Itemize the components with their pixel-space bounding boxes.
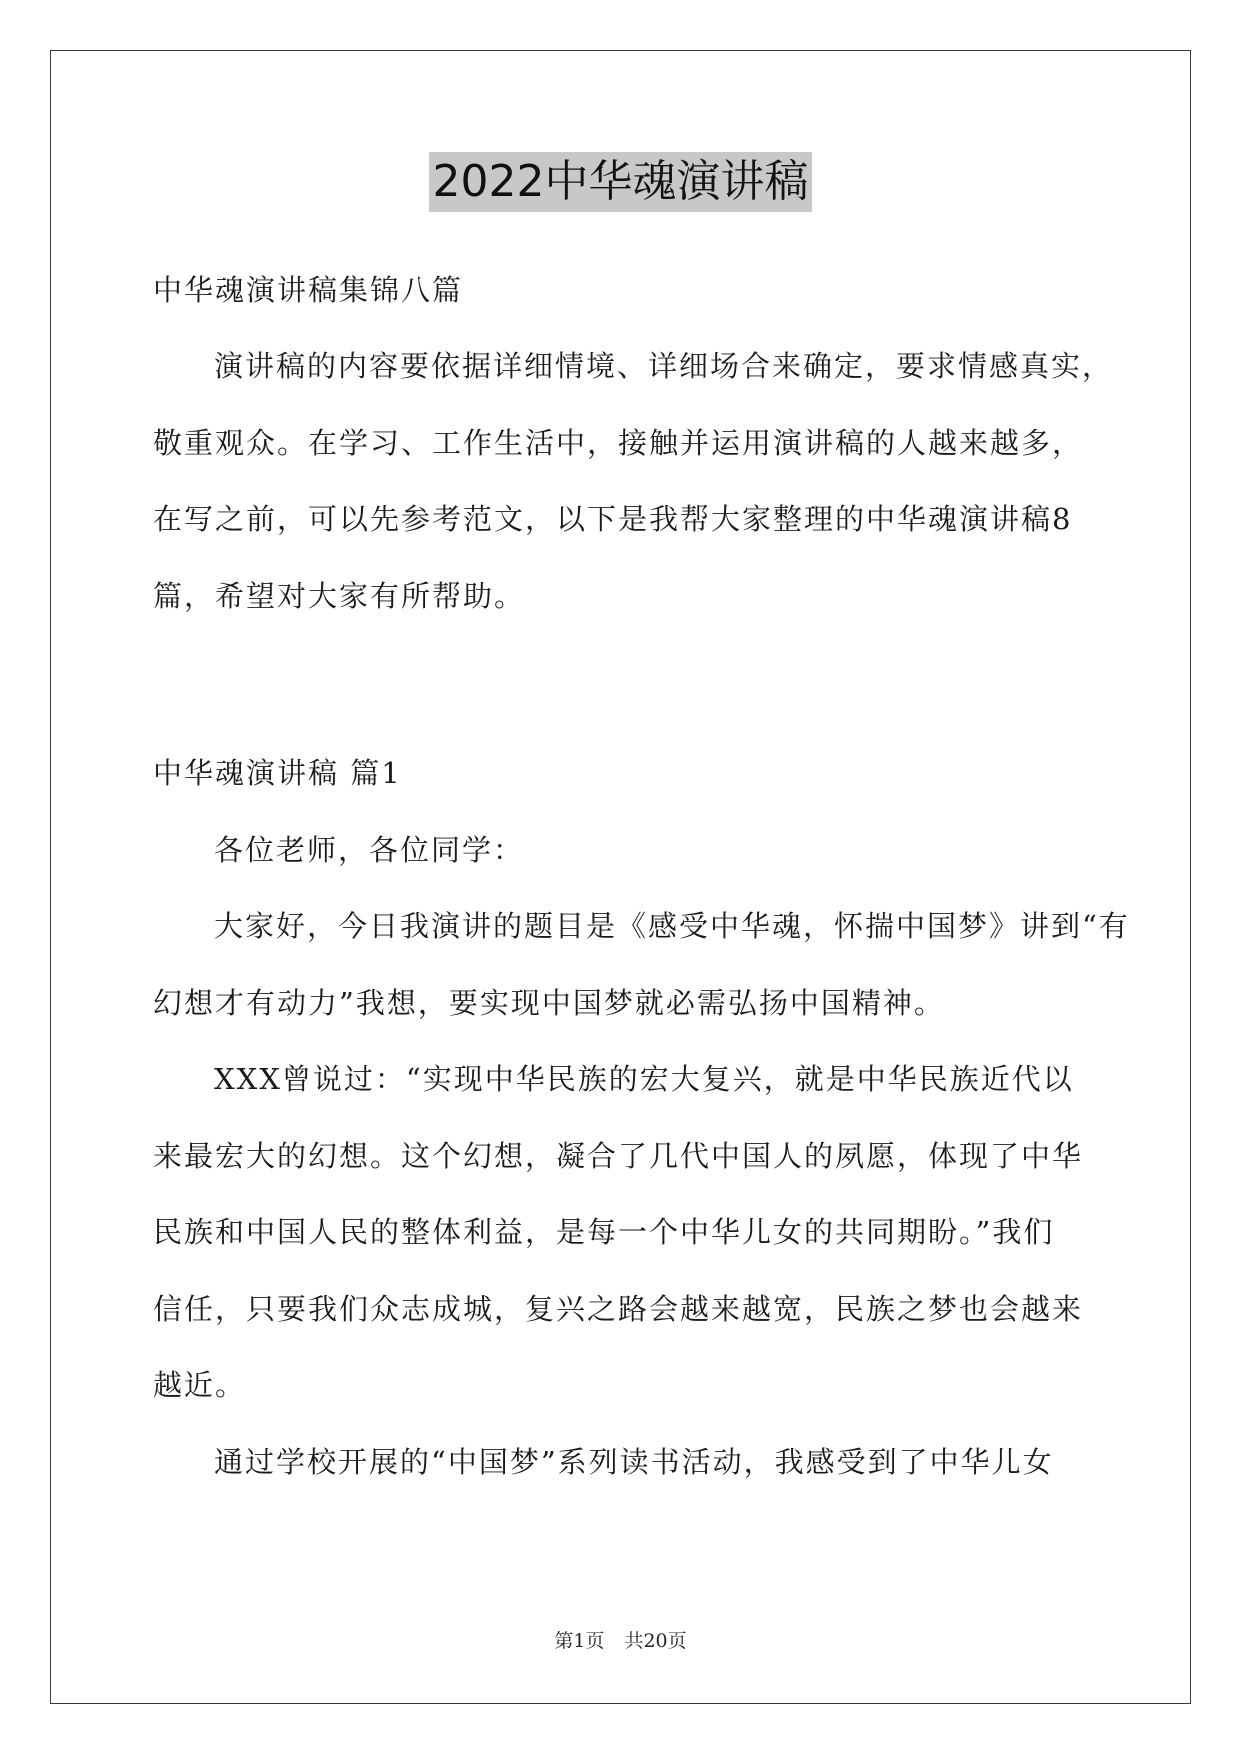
title-container <box>0 152 1241 212</box>
intro-line-4: 篇，希望对大家有所帮助。 <box>153 579 526 613</box>
salutation: 各位老师，各位同学： <box>214 833 525 867</box>
intro-line-1: 演讲稿的内容要依据详细情境、详细场合来确定，要求情感真实， <box>214 349 1114 383</box>
body-line-1: 大家好，今日我演讲的题目是《感受中华魂，怀揣中国梦》讲到“有 <box>214 909 1130 943</box>
body-line-4: 来最宏大的幻想。这个幻想，凝合了几代中国人的夙愿，体现了中华 <box>153 1139 1084 1173</box>
document-title: 2022中华魂演讲稿 <box>429 152 813 212</box>
body-line-3: XXX曾说过：“实现中华民族的宏大复兴，就是中华民族近代以 <box>214 1062 1074 1096</box>
page-number: 第1页 <box>554 1630 605 1652</box>
collection-subtitle: 中华魂演讲稿集锦八篇 <box>153 273 464 307</box>
page-footer <box>0 1628 1241 1654</box>
body-line-7: 越近。 <box>153 1368 247 1402</box>
body-line-6: 信任，只要我们众志成城，复兴之路会越来越宽，民族之梦也会越来 <box>153 1292 1084 1326</box>
page-total: 共20页 <box>624 1630 687 1652</box>
body-line-8: 通过学校开展的“中国梦”系列读书活动，我感受到了中华儿女 <box>214 1445 1054 1479</box>
section-heading: 中华魂演讲稿 篇1 <box>153 756 402 790</box>
intro-line-2: 敬重观众。在学习、工作生活中，接触并运用演讲稿的人越来越多， <box>153 426 1084 460</box>
body-line-2: 幻想才有动力”我想，要实现中国梦就必需弘扬中国精神。 <box>153 986 945 1020</box>
intro-line-3: 在写之前，可以先参考范文，以下是我帮大家整理的中华魂演讲稿8 <box>153 502 1073 536</box>
body-line-5: 民族和中国人民的整体利益，是每一个中华儿女的共同期盼。”我们 <box>153 1215 1055 1249</box>
